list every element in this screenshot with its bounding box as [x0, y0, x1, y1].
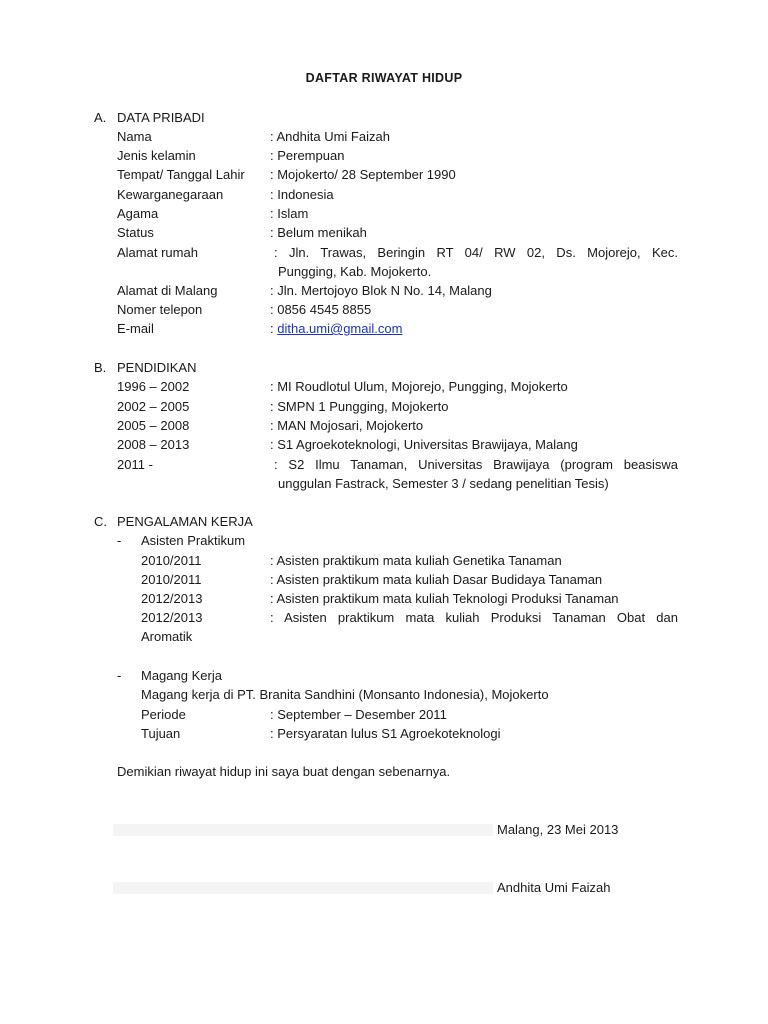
label-jenis-kelamin: Jenis kelamin [117, 148, 196, 163]
section-b-marker: B. [94, 360, 107, 375]
section-c-marker: C. [94, 514, 107, 529]
edu-school-s2-line1: : S2 Ilmu Tanaman, Universitas Brawijaya (program beasiswa [274, 457, 678, 472]
label-status: Status [117, 225, 154, 240]
asisten-course-continuation: Aromatik [141, 629, 193, 644]
email-value [270, 321, 402, 337]
signature-name: Andhita Umi Faizah [497, 880, 611, 895]
asisten-course: : Asisten praktikum mata kuliah Dasar Budidaya Tanaman [270, 572, 603, 587]
label-kewarganegaraan: Kewarganegaraan [117, 187, 224, 202]
magang-value-periode: : September – Desember 2011 [270, 707, 447, 722]
value-jenis-kelamin: : Perempuan [270, 148, 345, 163]
section-c-heading: PENGALAMAN KERJA [117, 514, 253, 529]
magang-dash: - [117, 668, 122, 683]
place-date: Malang, 23 Mei 2013 [497, 822, 619, 837]
value-alamat-rumah-line2: Pungging, Kab. Mojokerto. [278, 264, 432, 279]
magang-label-periode: Periode [141, 707, 186, 722]
label-agama: Agama [117, 206, 159, 221]
asisten-dash: - [117, 533, 122, 548]
edu-year: 2008 – 2013 [117, 437, 190, 452]
asisten-year: 2010/2011 [141, 553, 202, 568]
section-b-heading: PENDIDIKAN [117, 360, 197, 375]
magang-heading: Magang Kerja [141, 668, 222, 683]
document-title: DAFTAR RIWAYAT HIDUP [305, 71, 463, 85]
magang-value-tujuan: : Persyaratan lulus S1 Agroekoteknologi [270, 726, 501, 741]
value-kewarganegaraan: : Indonesia [270, 187, 334, 202]
edu-school: : S1 Agroekoteknologi, Universitas Brawijaya, Malang [270, 437, 578, 452]
label-nomer-telepon: Nomer telepon [117, 302, 203, 317]
asisten-course: : Asisten praktikum mata kuliah Teknologi Produksi Tanaman [270, 591, 619, 606]
edu-year: 2002 – 2005 [117, 399, 190, 414]
value-tempat-tanggal-lahir: : Mojokerto/ 28 September 1990 [270, 167, 456, 182]
value-alamat-malang: : Jln. Mertojoyo Blok N No. 14, Malang [270, 283, 492, 298]
edu-year: 2011 - [117, 457, 153, 472]
closing-statement: Demikian riwayat hidup ini saya buat dengan sebenarnya. [117, 764, 451, 779]
asisten-course: : Asisten praktikum mata kuliah Genetika Tanaman [270, 553, 562, 568]
email-colon: : [270, 321, 274, 336]
email-link[interactable]: ditha.umi@gmail.com [277, 321, 403, 336]
value-alamat-rumah-line1: : Jln. Trawas, Beringin RT 04/ RW 02, Ds. Mojorejo, Kec. [274, 245, 678, 260]
magang-label-tujuan: Tujuan [141, 726, 181, 741]
value-agama: : Islam [270, 206, 309, 221]
edu-year: 2005 – 2008 [117, 418, 190, 433]
value-nama: : Andhita Umi Faizah [270, 129, 390, 144]
label-tempat-tanggal-lahir: Tempat/ Tanggal Lahir [117, 167, 245, 182]
label-email: E-mail [117, 321, 154, 336]
shaded-strip [113, 824, 493, 836]
edu-school: : MI Roudlotul Ulum, Mojorejo, Pungging, Mojokerto [270, 379, 568, 394]
value-status: : Belum menikah [270, 225, 367, 240]
label-alamat-rumah: Alamat rumah [117, 245, 198, 260]
section-a-heading: DATA PRIBADI [117, 110, 205, 125]
asisten-heading: Asisten Praktikum [141, 533, 246, 548]
edu-year: 1996 – 2002 [117, 379, 190, 394]
section-a-marker: A. [94, 110, 107, 125]
label-nama: Nama [117, 129, 152, 144]
magang-description: Magang kerja di PT. Branita Sandhini (Monsanto Indonesia), Mojokerto [141, 687, 549, 702]
asisten-year: 2012/2013 [141, 591, 203, 606]
edu-school: : MAN Mojosari, Mojokerto [270, 418, 424, 433]
edu-school: : SMPN 1 Pungging, Mojokerto [270, 399, 449, 414]
value-nomer-telepon: : 0856 4545 8855 [270, 302, 372, 317]
edu-school-s2-line2: unggulan Fastrack, Semester 3 / sedang penelitian Tesis) [278, 476, 609, 491]
shaded-strip [113, 882, 493, 894]
asisten-course: : Asisten praktikum mata kuliah Produksi Tanaman Obat dan [270, 610, 678, 625]
asisten-year: 2010/2011 [141, 572, 202, 587]
label-alamat-malang: Alamat di Malang [117, 283, 218, 298]
asisten-year: 2012/2013 [141, 610, 203, 625]
